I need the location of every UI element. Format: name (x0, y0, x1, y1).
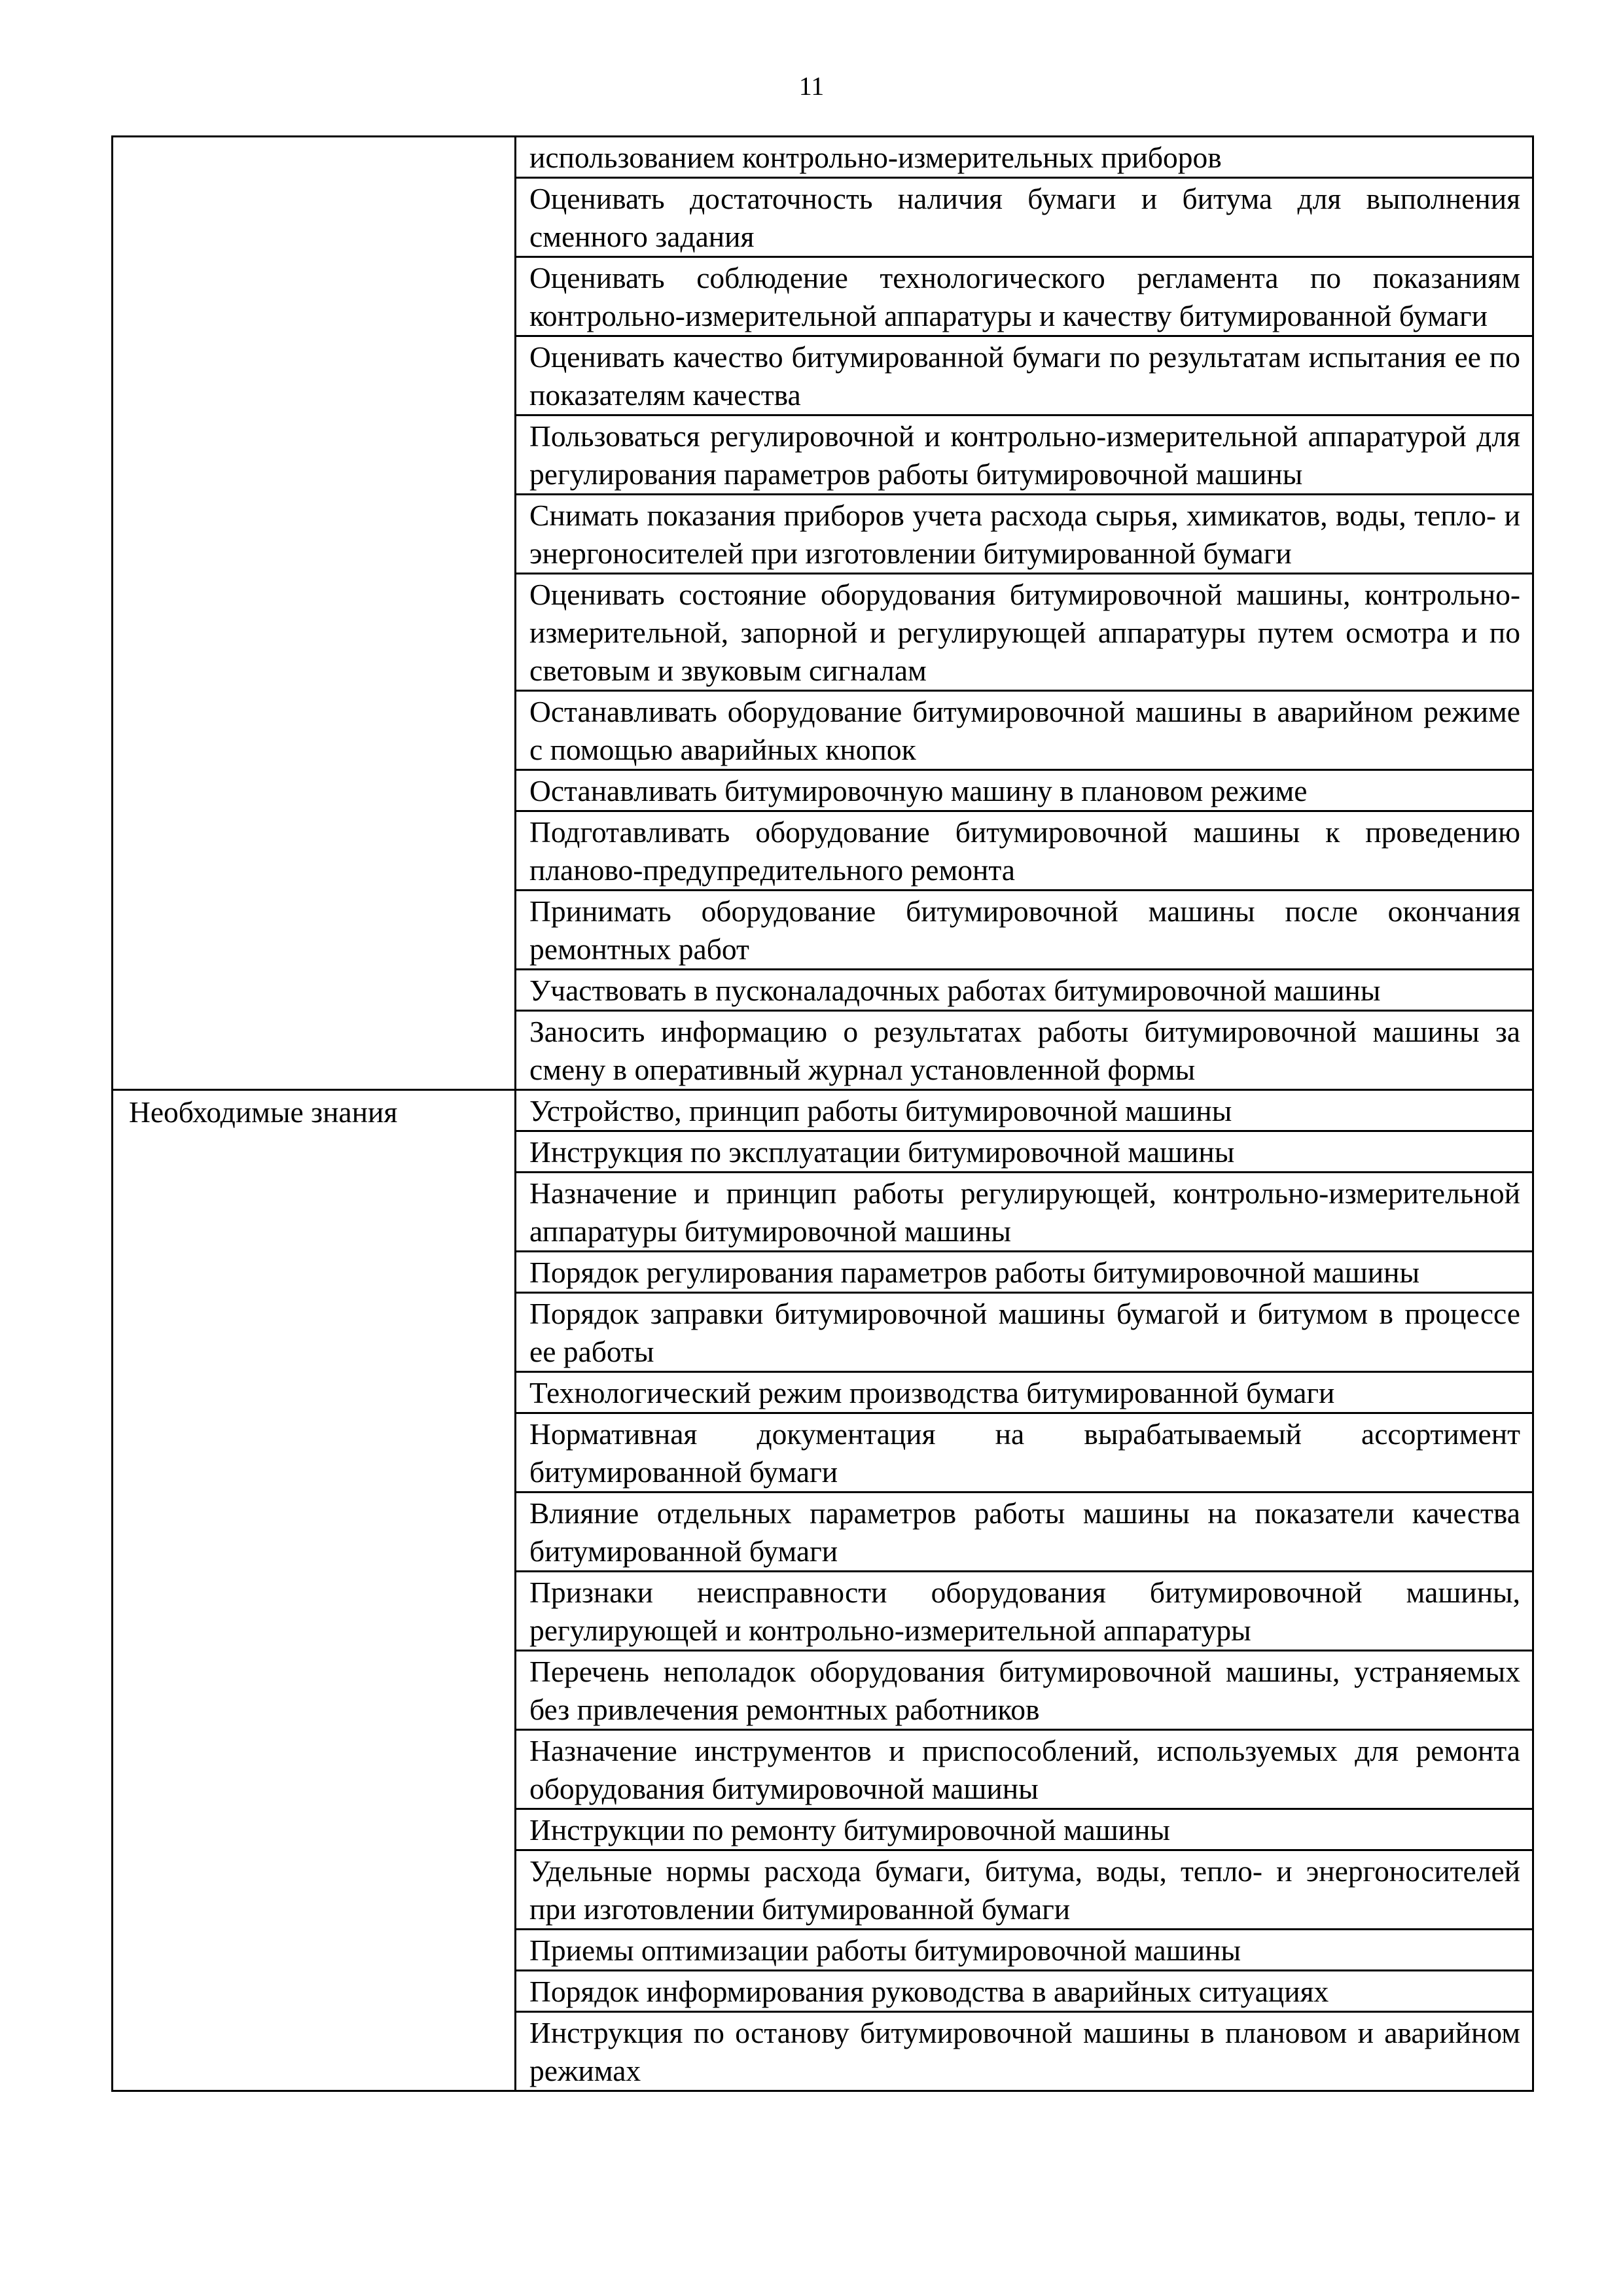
skill-item: Принимать оборудование битумировочной машины после окончания ремонтных работ (516, 891, 1533, 970)
knowledge-item: Назначение инструментов и приспособлений, используемых для ремонта оборудования битумировочной машины (516, 1730, 1533, 1809)
knowledge-item: Порядок заправки битумировочной машины бумагой и битумом в процессе ее работы (516, 1293, 1533, 1372)
knowledge-label: Необходимые знания (113, 1090, 516, 2091)
knowledge-item: Порядок регулирования параметров работы битумировочной машины (516, 1252, 1533, 1293)
table-row (113, 1090, 1533, 1131)
knowledge-item: Признаки неисправности оборудования битумировочной машины, регулирующей и контрольно-измерительной аппаратуры (516, 1572, 1533, 1651)
skill-item: Останавливать оборудование битумировочной машины в аварийном режиме с помощью аварийных кнопок (516, 691, 1533, 770)
knowledge-item: Инструкции по ремонту битумировочной машины (516, 1809, 1533, 1850)
skill-item: Подготавливать оборудование битумировочной машины к проведению планово-предупредительного ремонта (516, 811, 1533, 891)
skill-item: Оценивать состояние оборудования битумировочной машины, контрольно-измерительной, запорной и регулирующей аппаратуры путем осмотра и по световым и звуковым сигналам (516, 574, 1533, 691)
skill-item: Оценивать качество битумированной бумаги по результатам испытания ее по показателям качества (516, 336, 1533, 415)
skills-label-cell-continued (113, 137, 516, 1090)
skill-item: Оценивать достаточность наличия бумаги и битума для выполнения сменного задания (516, 178, 1533, 257)
page-number: 11 (798, 71, 825, 101)
knowledge-item: Инструкция по эксплуатации битумировочной машины (516, 1131, 1533, 1173)
knowledge-item: Порядок информирования руководства в аварийных ситуациях (516, 1971, 1533, 2012)
knowledge-item: Перечень неполадок оборудования битумировочной машины, устраняемых без привлечения ремонтных работников (516, 1651, 1533, 1730)
knowledge-item: Инструкция по останову битумировочной машины в плановом и аварийном режимах (516, 2012, 1533, 2091)
skill-item: Оценивать соблюдение технологического регламента по показаниям контрольно-измерительной аппаратуры и качеству битумированной бумаги (516, 257, 1533, 336)
knowledge-item: Нормативная документация на вырабатываемый ассортимент битумированной бумаги (516, 1413, 1533, 1492)
skill-item: использованием контрольно-измерительных приборов (516, 137, 1533, 178)
requirements-table (111, 135, 1534, 2092)
skill-item: Снимать показания приборов учета расхода сырья, химикатов, воды, тепло- и энергоносителей при изготовлении битумированной бумаги (516, 495, 1533, 574)
skill-item: Заносить информацию о результатах работы битумировочной машины за смену в оперативный журнал установленной формы (516, 1011, 1533, 1090)
knowledge-item: Влияние отдельных параметров работы машины на показатели качества битумированной бумаги (516, 1492, 1533, 1572)
knowledge-item: Приемы оптимизации работы битумировочной машины (516, 1930, 1533, 1971)
knowledge-item: Технологический режим производства битумированной бумаги (516, 1372, 1533, 1413)
knowledge-item: Удельные нормы расхода бумаги, битума, воды, тепло- и энергоносителей при изготовлении битумированной бумаги (516, 1850, 1533, 1930)
table-row (113, 137, 1533, 178)
skill-item: Останавливать битумировочную машину в плановом режиме (516, 770, 1533, 811)
knowledge-item: Назначение и принцип работы регулирующей, контрольно-измерительной аппаратуры битумировочной машины (516, 1173, 1533, 1252)
knowledge-item: Устройство, принцип работы битумировочной машины (516, 1090, 1533, 1131)
skill-item: Участвовать в пусконаладочных работах битумировочной машины (516, 970, 1533, 1011)
skill-item: Пользоваться регулировочной и контрольно-измерительной аппаратурой для регулирования параметров работы битумировочной машины (516, 415, 1533, 495)
